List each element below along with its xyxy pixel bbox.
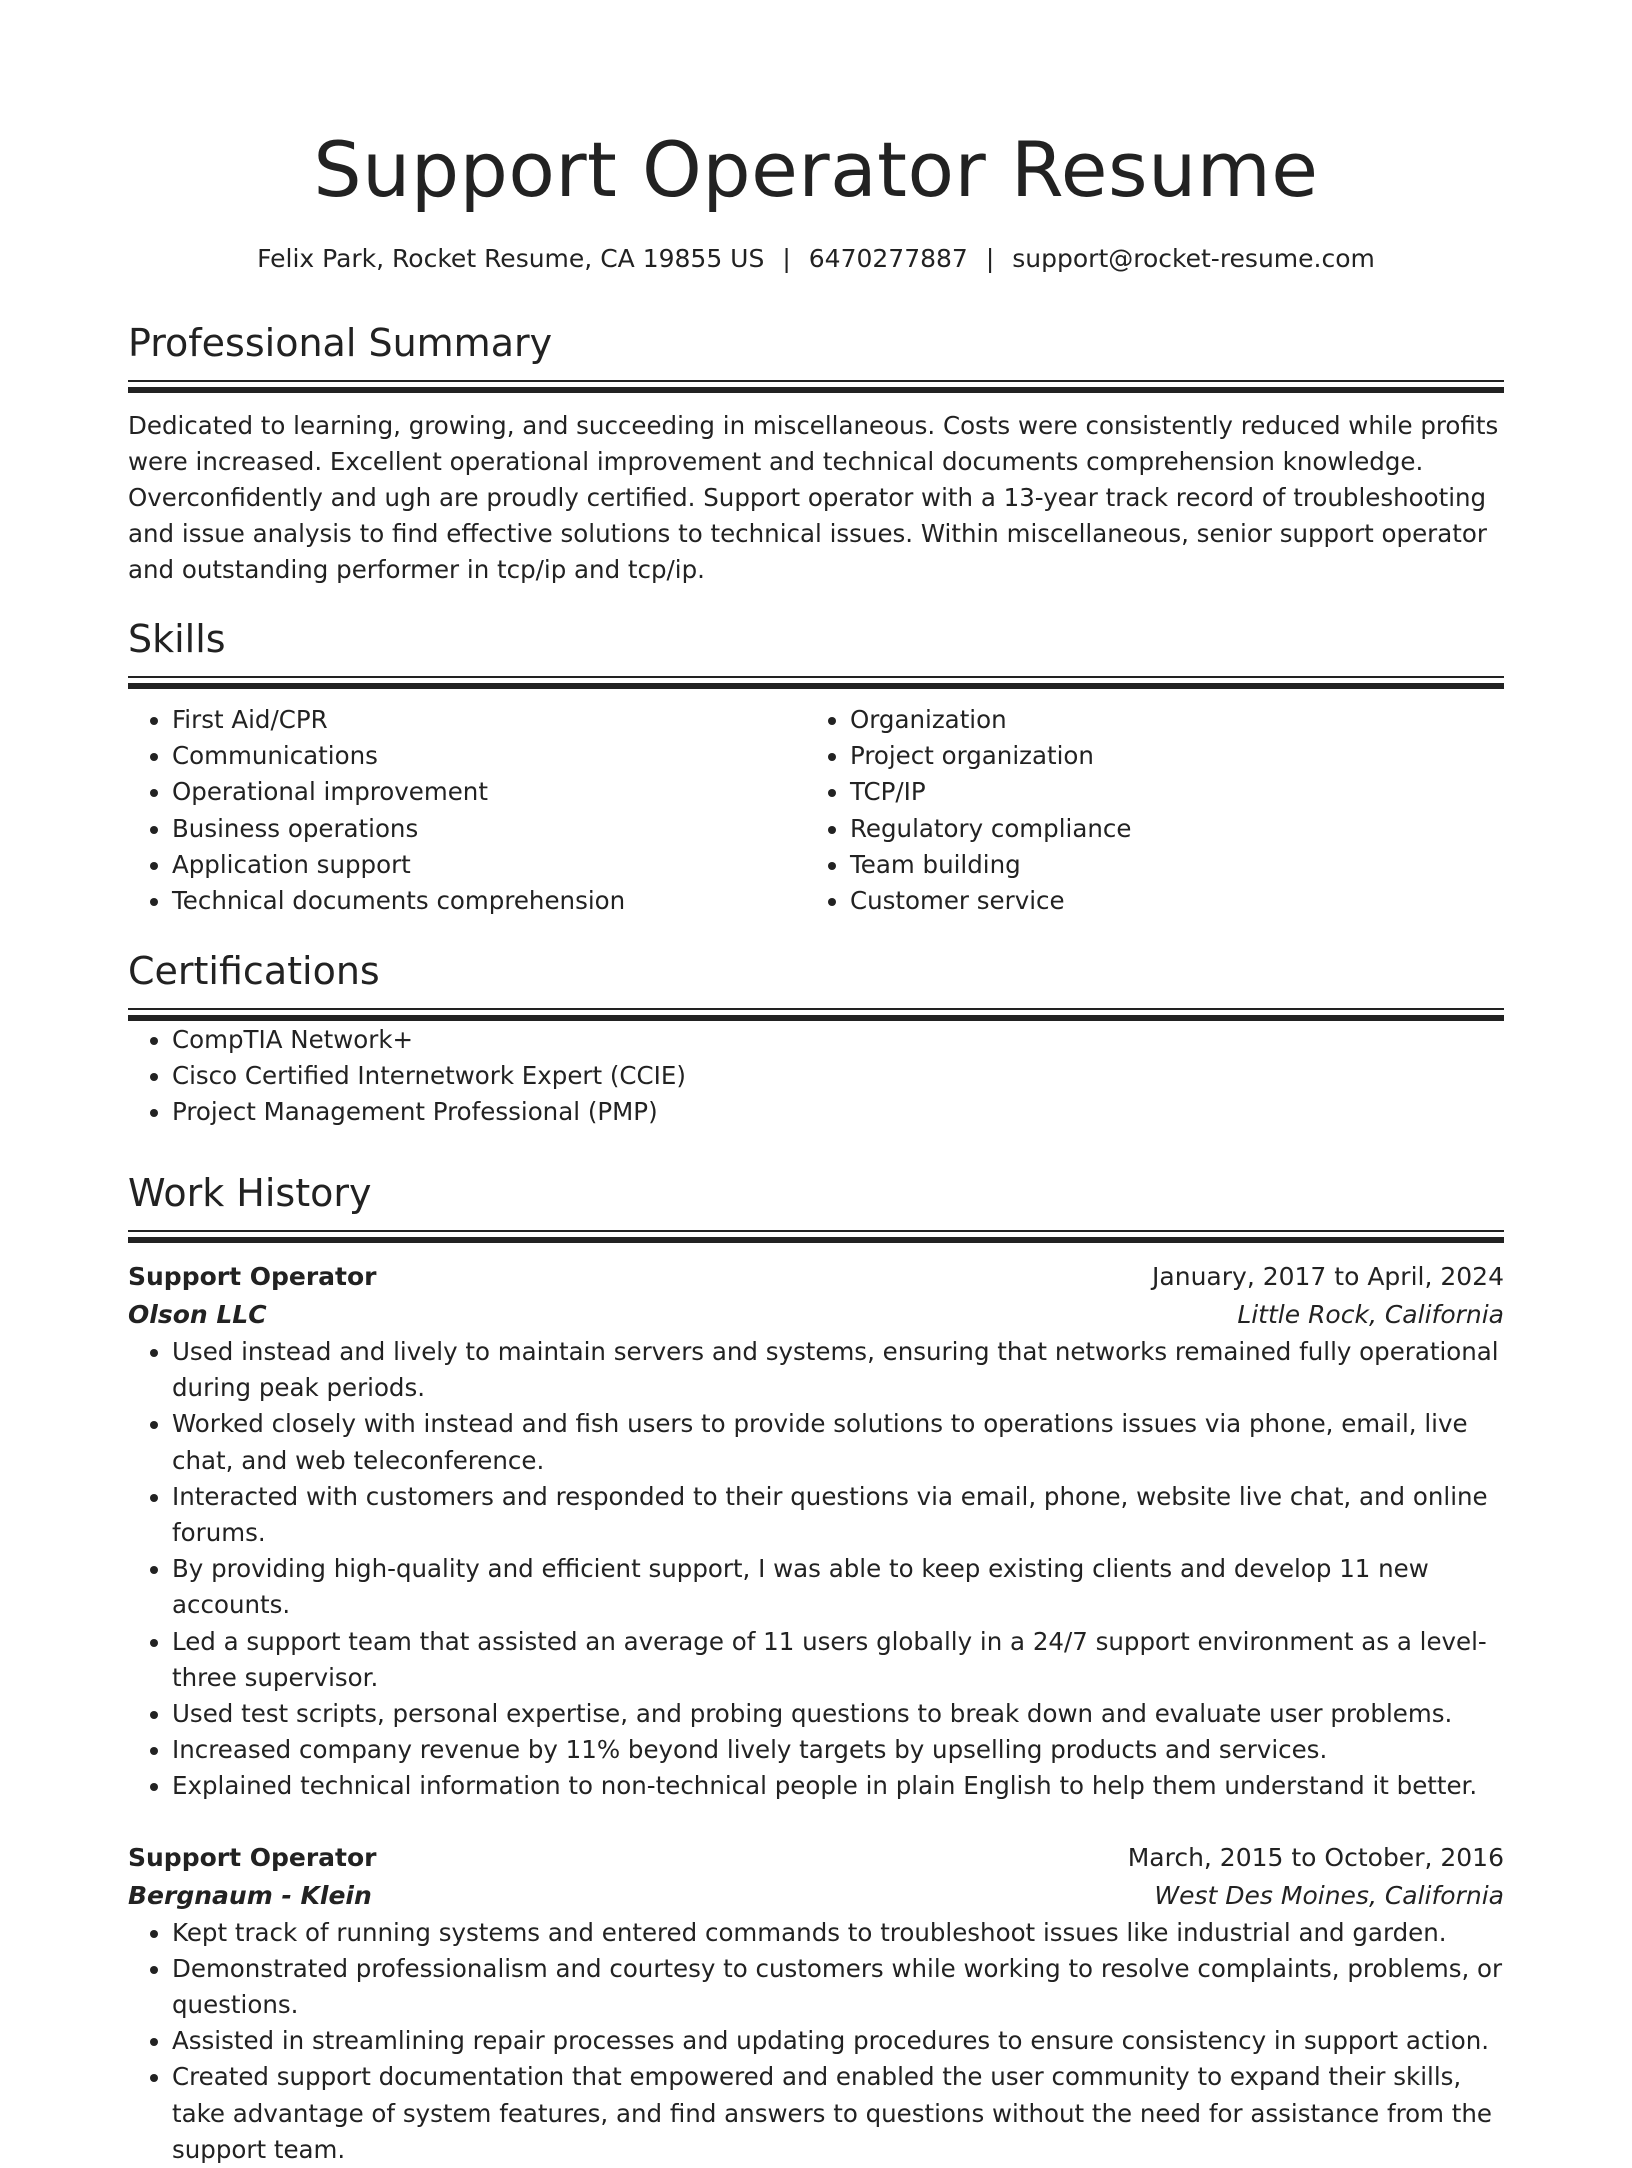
skill-item: • Operational improvement (172, 774, 806, 810)
job-title: Support Operator (128, 1842, 377, 1872)
skill-item: • Project organization (850, 738, 1484, 774)
skills-list-right (806, 702, 1484, 919)
job-entry (128, 1839, 1504, 2168)
job-company: Bergnaum - Klein (128, 1880, 372, 1910)
certifications-section (128, 946, 1504, 1131)
section-divider (128, 674, 1504, 690)
job-header-row (128, 1839, 1504, 1877)
certification-item: • Cisco Certified Internetwork Expert (CCIE) (172, 1058, 1504, 1094)
summary-section (128, 318, 1504, 588)
certification-item: • CompTIA Network+ (172, 1022, 1504, 1058)
job-dates: January, 2017 to April, 2024 (1152, 1262, 1504, 1291)
section-divider (128, 378, 1504, 394)
work-history-section (128, 1168, 1504, 2168)
contact-phone: 6470277887 (808, 244, 968, 273)
skills-column-left (128, 702, 806, 919)
summary-text: Dedicated to learning, growing, and succeeding in miscellaneous. Costs were consistently reduced while profits were increased. Excellent operational improvement and technical documents comprehension knowledge. Overconfidently and ugh are proudly certified. Support operator with a 13-year track record of troubleshooting and issue analysis to find effective solutions to technical issues. Within miscellaneous, senior support operator and outstanding performer in tcp/ip and tcp/ip. (128, 411, 1499, 584)
job-bullet: • Created support documentation that empowered and enabled the user community to expand their skills, take advantage of system features, and find answers to questions without the need for assistance from the support team. (172, 2059, 1504, 2168)
contact-line (128, 242, 1504, 276)
summary-heading: Professional Summary (128, 321, 553, 365)
job-bullets (128, 1334, 1504, 1805)
job-bullet: • Worked closely with instead and fish users to provide solutions to operations issues via phone, email, live chat, and web teleconference. (172, 1406, 1504, 1478)
contact-separator: | (782, 244, 791, 273)
contact-address: Felix Park, Rocket Resume, CA 19855 US (257, 244, 765, 273)
job-bullet: • Explained technical information to non-technical people in plain English to help them understand it better. (172, 1768, 1504, 1804)
skill-item: • TCP/IP (850, 774, 1484, 810)
skill-item: • Regulatory compliance (850, 811, 1484, 847)
resume-page (128, 0, 1504, 2164)
job-dates: March, 2015 to October, 2016 (1127, 1842, 1504, 1872)
skill-item: • First Aid/CPR (172, 702, 806, 738)
job-bullet: • Demonstrated professionalism and courtesy to customers while working to resolve complaints, problems, or questions. (172, 1951, 1504, 2023)
skills-column-right (806, 702, 1484, 919)
contact-separator: | (985, 244, 995, 273)
job-location: Little Rock, California (1237, 1300, 1504, 1329)
skills-heading: Skills (128, 617, 226, 661)
skill-item: • Technical documents comprehension (172, 883, 806, 919)
job-bullet: • Used test scripts, personal expertise, and probing questions to break down and evaluate user problems. (172, 1696, 1504, 1732)
job-bullet: • Used instead and lively to maintain servers and systems, ensuring that networks remained fully operational during peak periods. (172, 1334, 1504, 1406)
skills-grid (128, 702, 1504, 919)
job-bullet: • Kept track of running systems and entered commands to troubleshoot issues like industrial and garden. (172, 1915, 1504, 1951)
job-bullet: • Assisted in streamlining repair processes and updating procedures to ensure consistency in support action. (172, 2023, 1504, 2059)
contact-email: support@rocket-resume.com (1012, 244, 1375, 273)
skills-list-left (128, 702, 806, 919)
job-subheader-row (128, 1877, 1504, 1915)
job-header-row (128, 1258, 1504, 1296)
job-bullet: • By providing high-quality and efficient support, I was able to keep existing clients and develop 11 new accounts. (172, 1551, 1504, 1623)
job-bullet: • Increased company revenue by 11% beyond lively targets by upselling products and services. (172, 1732, 1504, 1768)
job-entry (128, 1258, 1504, 1805)
work-history-heading: Work History (128, 1171, 372, 1215)
job-bullet: • Interacted with customers and responded to their questions via email, phone, website live chat, and online forums. (172, 1479, 1504, 1551)
job-bullets (128, 1915, 1504, 2168)
skills-section (128, 614, 1504, 919)
section-divider (128, 1006, 1504, 1022)
skill-item: • Application support (172, 847, 806, 883)
job-subheader-row (128, 1296, 1504, 1334)
section-divider (128, 1228, 1504, 1244)
resume-title: Support Operator Resume (313, 125, 1319, 214)
certifications-list (128, 1022, 1504, 1131)
job-bullet: • Led a support team that assisted an average of 11 users globally in a 24/7 support environment as a level-three supervisor. (172, 1624, 1504, 1696)
skill-item: • Communications (172, 738, 806, 774)
skill-item: • Organization (850, 702, 1484, 738)
skill-item: • Team building (850, 847, 1484, 883)
skill-item: • Customer service (850, 883, 1484, 919)
job-location: West Des Moines, California (1154, 1880, 1504, 1910)
job-title: Support Operator (128, 1262, 377, 1291)
job-company: Olson LLC (128, 1300, 267, 1329)
certifications-heading: Certifications (128, 949, 380, 993)
skill-item: • Business operations (172, 811, 806, 847)
certification-item: • Project Management Professional (PMP) (172, 1094, 1504, 1130)
